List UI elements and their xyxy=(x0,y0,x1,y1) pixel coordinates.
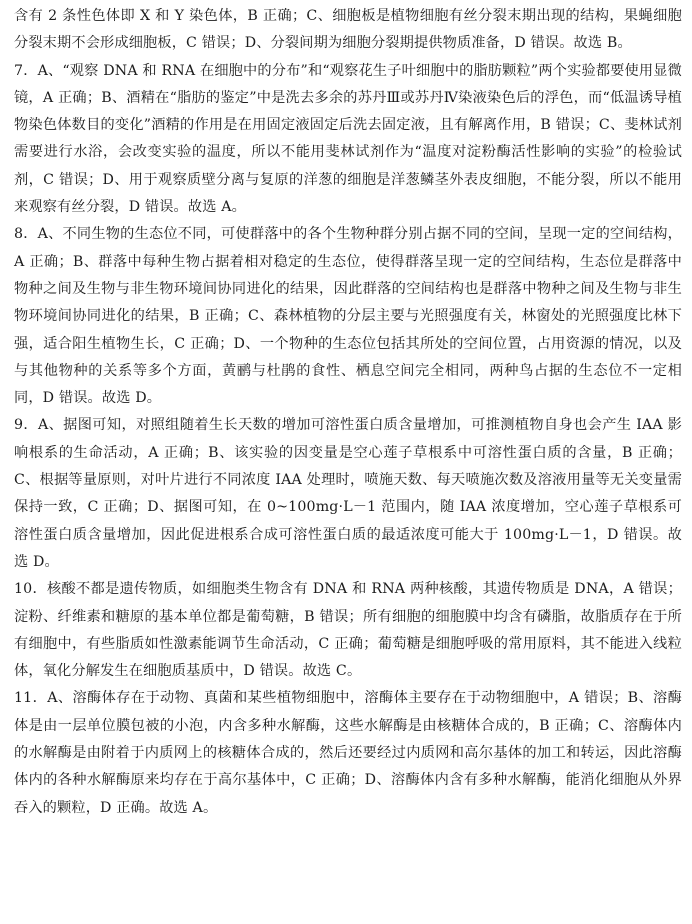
paragraph-answer-10: 10．核酸不都是遗传物质，如细胞类生物含有 DNA 和 RNA 两种核酸，其遗传物质是 DNA，A 错误；淀粉、纤维素和糖原的基本单位都是葡萄糖，B 错误；所有细胞的细胞膜中均含有磷脂，故脂质存在于所有细胞中，有些脂质如性激素能调节生命活动，C 正确；葡萄糖是细胞呼吸的常用原料，其不能进入线粒体，氧化分解发生在细胞质基质中，D 错误。故选 C。 xyxy=(14,581,682,680)
paragraph-answer-8: 8．A、不同生物的生态位不同，可使群落中的各个生物种群分别占据不同的空间，呈现一定的空间结构，A 正确；B、群落中每种生物占据着相对稳定的生态位，使得群落呈现一定的空间结构，生态位是群落中物种之间及生物与非生物环境间协同进化的结果，因此群落的空间结构也是群落中物种之间及生物与非生物环境间协同进化的结果，B 正确；C、森林植物的分层主要与光照强度有关，林窗处的光照强度比林下强，适合阳生植物生长，C 正确；D、一个物种的生态位包括其所处的空间位置，占用资源的情况，以及与其他物种的关系等多个方面，黄鹂与杜鹃的食性、栖息空间完全相同，两种鸟占据的生态位不一定相同，D 错误。故选 D。 xyxy=(14,226,682,407)
paragraph-answer-9: 9．A、据图可知，对照组随着生长天数的增加可溶性蛋白质含量增加，可推测植物自身也会产生 IAA 影响根系的生命活动，A 正确；B、该实验的因变量是空心莲子草根系中可溶性蛋白质的含量，B 正确；C、根据等量原则，对叶片进行不同浓度 IAA 处理时，喷施天数、每天喷施次数及溶液用量等无关变量需保持一致，C 正确；D、据图可知，在 0~100mg·L－1 范围内，随 IAA 浓度增加，空心莲子草根系可溶性蛋白质含量增加，因此促进根系合成可溶性蛋白质的最适浓度可能大于 100mg·L－1，D 错误。故选 D。 xyxy=(14,417,682,570)
paragraph-answer-11: 11．A、溶酶体存在于动物、真菌和某些植物细胞中，溶酶体主要存在于动物细胞中，A 错误；B、溶酶体是由一层单位膜包被的小泡，内含多种水解酶，这些水解酶是由核糖体合成的，B 正确；C、溶酶体内的水解酶是由附着于内质网上的核糖体合成的，然后还要经过内质网和高尔基体的加工和转运，因此溶酶体内的各种水解酶原来均存在于高尔基体中，C 正确；D、溶酶体内含有多种水解酶，能消化细胞从外界吞入的颗粒，D 正确。故选 A。 xyxy=(14,690,682,816)
paragraph-6-continued: 含有 2 条性色体即 X 和 Y 染色体，B 正确；C、细胞板是植物细胞有丝分裂末期出现的结构，果蝇细胞分裂末期不会形成细胞板，C 错误；D、分裂间期为细胞分裂期提供物质准备，D 错误。故选 B。 xyxy=(14,8,682,52)
answer-explanations xyxy=(14,3,682,822)
paragraph-answer-7: 7．A、“观察 DNA 和 RNA 在细胞中的分布”和“观察花生子叶细胞中的脂肪颗粒”两个实验都要使用显微镜，A 正确；B、酒精在“脂肪的鉴定”中是洗去多余的苏丹Ⅲ或苏丹Ⅳ染液染色后的浮色，而“低温诱导植物染色体数目的变化”酒精的作用是在用固定液固定后洗去固定液，且有解离作用，B 错误；C、斐林试剂需要进行水浴，会改变实验的温度，所以不能用斐林试剂作为“温度对淀粉酶活性影响的实验”的检验试剂，C 错误；D、用于观察质壁分离与复原的洋葱的细胞是洋葱鳞茎外表皮细胞，不能分裂，所以不能用来观察有丝分裂，D 错误。故选 A。 xyxy=(14,62,682,216)
